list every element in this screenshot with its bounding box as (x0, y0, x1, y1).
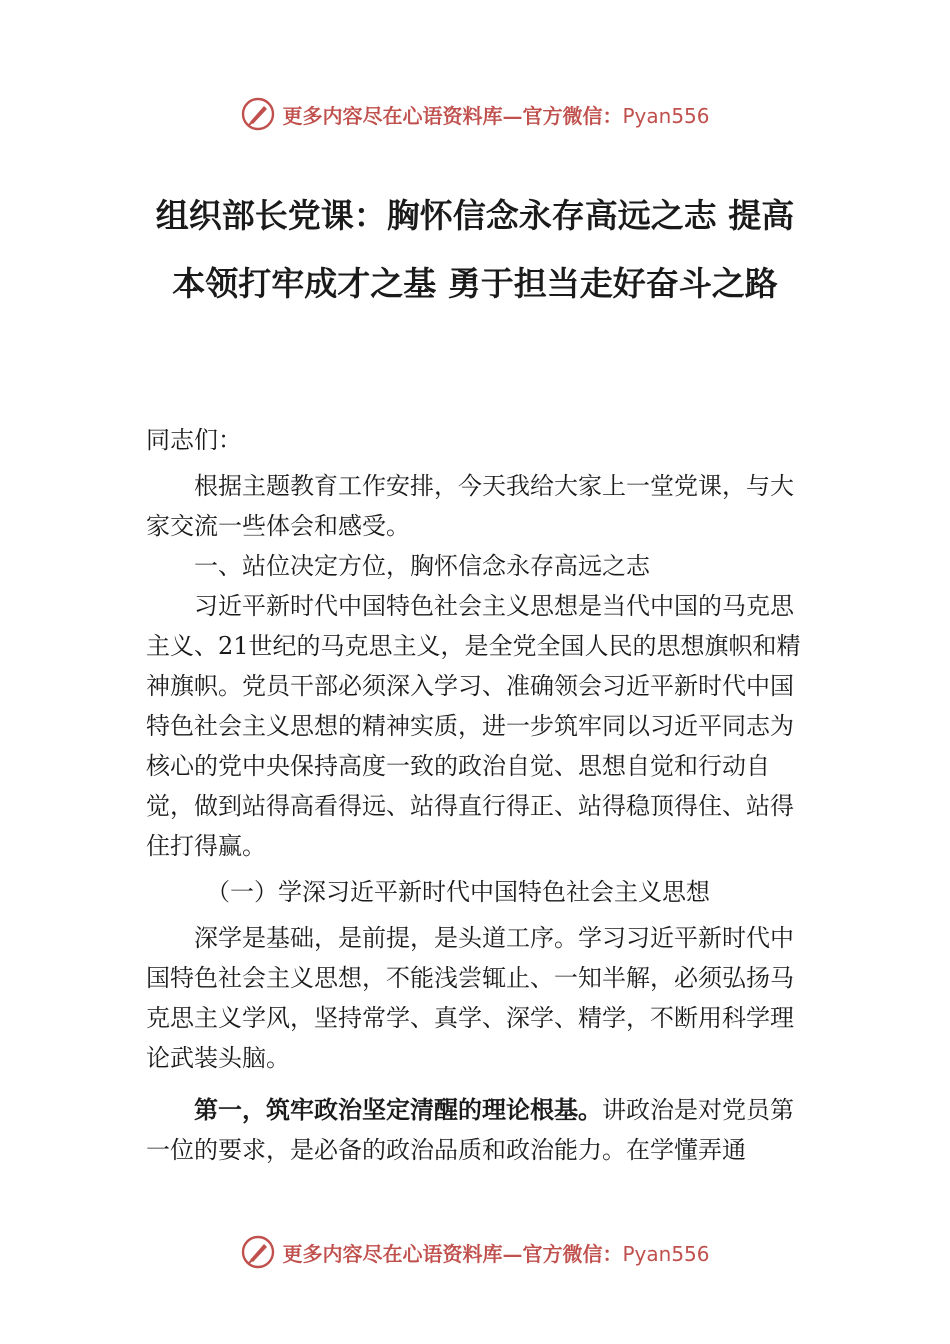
document-body (146, 420, 810, 1170)
banner-text (282, 100, 709, 129)
section-heading-1: 一、站位决定方位，胸怀信念永存高远之志 (194, 552, 650, 580)
salutation: 同志们： (146, 426, 242, 454)
paragraph-intro: 根据主题教育工作安排，今天我给大家上一堂党课，与大家交流一些体会和感受。 (146, 472, 794, 540)
paragraph-subsection-1: 深学是基础，是前提，是头道工序。学习习近平新时代中国特色社会主义思想，不能浅尝辄止、一知半解，必须弘扬马克思主义学风，坚持常学、真学、深学、精学，不断用科学理论武装头脑。 (146, 924, 794, 1072)
point-1-bold-lead: 第一，筑牢政治坚定清醒的理论根基。 (194, 1096, 602, 1124)
document-title: 组织部长党课：胸怀信念永存高远之志 提高本领打牢成才之基 勇于担当走好奋斗之路 (155, 196, 795, 303)
banner-text (282, 1238, 709, 1267)
subsection-heading-1: （一）学深习近平新时代中国特色社会主义思想 (206, 878, 710, 906)
point-1-text: 讲政治是对党员第一位的要求，是必备的政治品质和政治能力。在学懂弄通 (146, 1096, 794, 1164)
paragraph-point-1 (146, 1090, 810, 1170)
banner-main-text: 更多内容尽在心语资料库—官方微信： (282, 1241, 623, 1266)
footer-watermark-banner (0, 1232, 950, 1272)
header-watermark-banner (0, 94, 950, 134)
wechat-id: Pyan556 (622, 103, 710, 128)
quill-seal-icon (240, 96, 276, 132)
paragraph-section-1: 习近平新时代中国特色社会主义思想是当代中国的马克思主义、21世纪的马克思主义，是全党全国人民的思想旗帜和精神旗帜。党员干部必须深入学习、准确领会习近平新时代中国特色社会主义思想的精神实质，进一步筑牢同以习近平同志为核心的党中央保持高度一致的政治自觉、思想自觉和行动自觉，做到站得高看得远、站得直行得正、站得稳顶得住、站得住打得赢。 (146, 592, 801, 860)
quill-seal-icon (240, 1234, 276, 1270)
wechat-id: Pyan556 (622, 1241, 710, 1266)
banner-main-text: 更多内容尽在心语资料库—官方微信： (282, 103, 623, 128)
